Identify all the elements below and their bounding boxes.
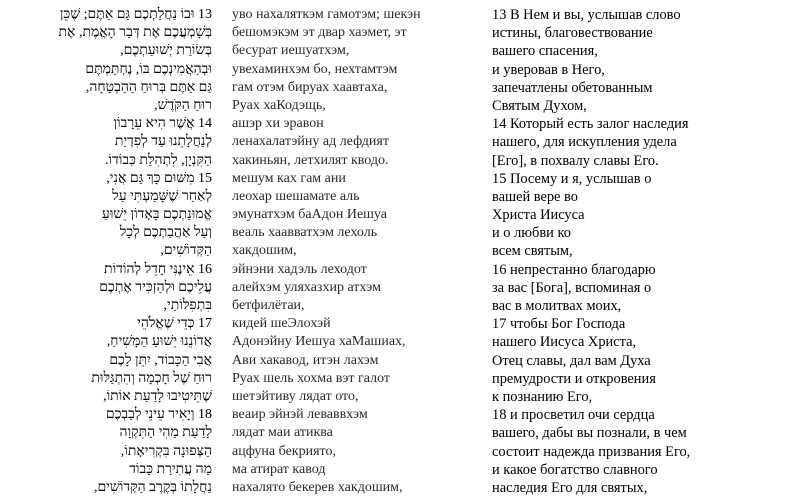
transliteration-column [232, 6, 472, 497]
hebrew-line: רוּחַ שֶׁל חָכְמָה וְהִתְגַּלּוּת [91, 370, 212, 386]
hebrew-line: 14 אֲשֶׁר הִיא עֵרָבוֹן [113, 116, 212, 132]
transliteration-line: ма атират кавод [232, 461, 326, 477]
russian-line: премудрости и откровения [492, 370, 656, 387]
hebrew-line: 16 אֵינֶנִּי חָדֵל לְהוֹדוֹת [104, 261, 212, 277]
russian-line: к познанию Его, [492, 388, 593, 405]
transliteration-line: кидей шеЭлохэй [232, 316, 331, 332]
hebrew-line: 13 וּבוֹ נַחֲלַתְכֶם גַּם אַתֶּם; שֶׁכֵּן [59, 7, 212, 22]
hebrew-line: הַקְּדוֹשִׁים, [160, 243, 212, 259]
hebrew-line: אֲדוֹנֵנוּ יֵשׁוּעַ הַמָּשִׁיחַ, [106, 334, 212, 350]
russian-line: Отец славы, дал вам Духа [492, 352, 651, 369]
transliteration-line: нахалято бекерев хакдошим, [232, 479, 403, 495]
russian-line: и о любви ко [492, 225, 571, 242]
russian-line: 13 В Нем и вы, услышав слово [492, 7, 681, 23]
hebrew-line: לָדַעַת מַהִי הַתִּקְוָה [119, 425, 212, 441]
transliteration-line: леохар шешамате аль [232, 188, 360, 204]
hebrew-line: רוּחַ הַקֹּדֶשׁ, [154, 97, 212, 113]
transliteration-line: увехаминхэм бо, нехтамтэм [232, 61, 398, 77]
transliteration-line: ацфуна бекриято, [232, 443, 336, 459]
russian-line: Христа Иисуса [492, 207, 585, 224]
russian-line: нашего, для искупления удела [492, 134, 677, 151]
transliteration-line: эмунатхэм баАдон Иешуа [232, 207, 387, 223]
russian-line: нашего Иисуса Христа, [492, 334, 637, 351]
russian-line: за вас [Бога], вспоминая о [492, 279, 652, 296]
hebrew-line: לְנַחֲלָתֵנוּ עַד לְפִדְיַת [114, 134, 212, 150]
hebrew-line: נַחֲלָתוֹ בְּקֶרֶב הַקְּדוֹשִׁים, [93, 479, 212, 495]
hebrew-line: הַצְּפוּנָה בִּקְרִיאָתוֹ, [120, 443, 212, 459]
hebrew-line: וּבְהַאֲמִינְכֶם בּוֹ, נֶחְתַּמְתֶּם [85, 61, 212, 77]
russian-line: состоит надежда призвания Его, [492, 443, 691, 460]
transliteration-line: веаир эйнэй леваввхэм [232, 407, 368, 423]
transliteration-line: гам отэм бируах хаавтаха, [232, 79, 388, 95]
transliteration-line: эйнэни хадэль леходот [232, 261, 367, 277]
hebrew-line: וְעַל אַהֲבַתְכֶם לְכָל [119, 225, 212, 241]
russian-line: 15 Посему и я, услышав о [492, 170, 652, 187]
hebrew-line: 17 כְּדֵי שֶׁאֱלֹהֵי [137, 316, 212, 332]
transliteration-line: хакдошим, [232, 243, 297, 259]
hebrew-line: הַקִּנְיָן, לִתְהִלַּת כְּבוֹדוֹ. [104, 152, 212, 168]
hebrew-line: עֲלֵיכֶם וּלְהַזְכִּיר אֶתְכֶם [99, 279, 212, 295]
hebrew-line: בְּשָׁמְעֲכֶם אֶת דְּבַר הָאֱמֶת, אֶת [58, 25, 212, 41]
transliteration-line: алейхэм уляхазхир атхэм [232, 279, 381, 295]
russian-line: [Его], в похвалу славы Его. [492, 152, 659, 169]
russian-line: наследия Его для святых, [492, 479, 648, 496]
transliteration-line: Ави хакавод, итэн лахэм [232, 352, 379, 368]
transliteration-line: ашэр хи эравон [232, 116, 324, 132]
russian-line: вашего, дабы вы познали, в чем [492, 425, 687, 442]
transliteration-line: веаль хаавватхэм лехоль [232, 225, 378, 241]
hebrew-line: 18 וְיָאִיר עֵינֵי לְבַבְכֶם [105, 407, 212, 423]
russian-line: 17 чтобы Бог Господа [492, 316, 626, 333]
russian-line: вас в молитвах моих, [492, 298, 622, 314]
russian-line: Святым Духом, [492, 97, 587, 114]
russian-line: 18 и просветил очи сердца [492, 407, 655, 424]
transliteration-line: шетэйтиву лядат ото, [232, 388, 359, 404]
hebrew-line: אֲבִי הַכָּבוֹד, יִתֵּן לָכֶם [109, 352, 212, 368]
transliteration-line: Руах хаКодэщь, [232, 97, 326, 113]
transliteration-line: Руах шель хохма вэт галот [232, 370, 391, 386]
transliteration-line: Адонэйну Иешуа хаМашиах, [232, 334, 406, 350]
transliteration-line: хакиньян, летхилят кводо. [232, 152, 389, 168]
transliteration-line: мешум ках гам ани [232, 170, 346, 186]
hebrew-line: לְאַחַר שֶׁשָּׁמַעְתִּי עַל [112, 188, 212, 204]
hebrew-line: אֱמוּנַתְכֶם בָּאָדוֹן יֵשׁוּעַ [101, 207, 212, 223]
russian-line: вашего спасения, [492, 43, 598, 60]
russian-line: вашей вере во [492, 188, 578, 205]
hebrew-line: שֶׁתֵּיטִיבוּ לָדַעַת אוֹתוֹ, [103, 388, 212, 404]
hebrew-line: בִּתְפִלּוֹתַי, [163, 298, 212, 313]
hebrew-column [0, 6, 212, 497]
transliteration-line: ленахалатэйну ад лефдият [232, 134, 389, 150]
transliteration-line: уво нахаляткэм гамотэм; шекэн [232, 7, 421, 22]
transliteration-line: бетфилётаи, [232, 298, 305, 313]
transliteration-line: бешомэкэм эт двар хаэмет, эт [232, 25, 407, 41]
russian-line: 14 Который есть залог наследия [492, 116, 689, 133]
russian-line: 16 непрестанно благодарю [492, 261, 656, 278]
transliteration-line: лядат маи атиква [232, 425, 333, 441]
hebrew-line: גַּם אַתֶּם בְּרוּחַ הַהַבְטָחָה, [85, 79, 212, 95]
russian-line: и какое богатство славного [492, 461, 658, 478]
russian-line: истины, благовествование [492, 25, 653, 42]
hebrew-line: 15 מִשּׁוּם כָּךְ גַּם אֲנִי, [106, 170, 212, 186]
hebrew-line: מַה עֲתִירַת כָּבוֹד [129, 461, 212, 477]
russian-line: запечатлены обетованным [492, 79, 653, 96]
russian-line: всем святым, [492, 243, 573, 260]
russian-column [492, 6, 798, 497]
transliteration-line: бесурат иешуатхэм, [232, 43, 350, 59]
russian-line: и уверовав в Него, [492, 61, 605, 78]
hebrew-line: בְּשׂוֹרַת יְשׁוּעַתְכֶם, [120, 43, 212, 59]
